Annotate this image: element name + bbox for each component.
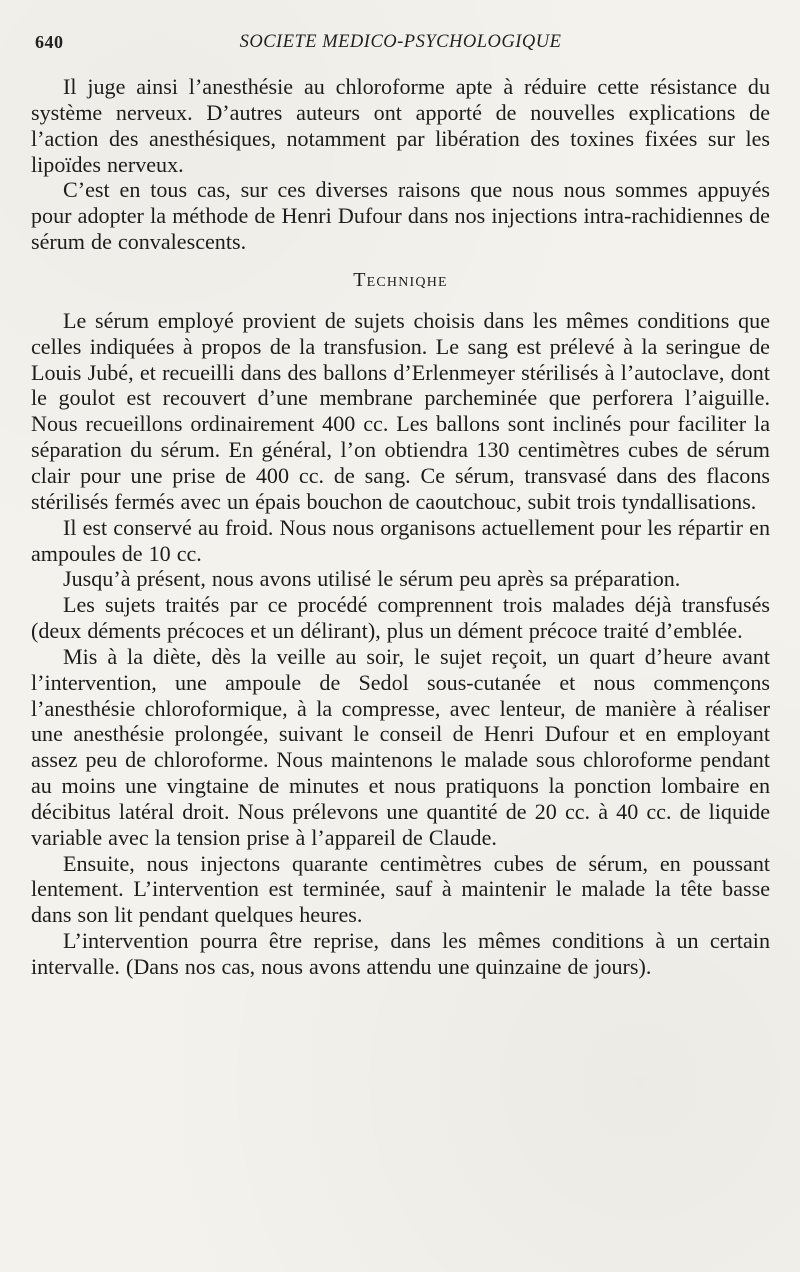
running-header: [31, 24, 770, 60]
body-text: [31, 74, 770, 980]
page-number: 640: [35, 32, 64, 52]
paragraph: Il est conservé au froid. Nous nous organisons actuellement pour les répartir en ampoules de 10 cc.: [31, 514, 770, 566]
paragraph: Il juge ainsi l’anesthésie au chloroforme apte à réduire cette résistance du système nerveux. D’autres auteurs ont apporté de nouvelles explications de l’action des anesthésiques, notamment par libération des toxines fixées sur les lipoïdes nerveux.: [31, 74, 770, 177]
paragraph: C’est en tous cas, sur ces diverses raisons que nous nous sommes appuyés pour adopter la méthode de Henri Dufour dans nos injections intra-rachidiennes de sérum de convalescents.: [31, 177, 770, 255]
paragraph: Ensuite, nous injectons quarante centimètres cubes de sérum, en poussant lentement. L’intervention est terminée, sauf à maintenir le malade la tête basse dans son lit pendant quelques heures.: [31, 850, 770, 928]
section-heading: Techniqhe: [353, 268, 448, 291]
paragraph: Mis à la diète, dès la veille au soir, le sujet reçoit, un quart d’heure avant l’intervention, une ampoule de Sedol sous-cutanée et nous commençons l’anesthésie chloroformique, à la compresse, avec lenteur, de manière à réaliser une anesthésie prolongée, suivant le conseil de Henri Dufour et en employant assez peu de chloroforme. Nous maintenons le malade sous chloroforme pendant au moins une vingtaine de minutes et nous pratiquons la ponction lombaire en décibitus latéral droit. Nous prélevons une quantité de 20 cc. à 40 cc. de liquide variable avec la tension prise à l’appareil de Claude.: [31, 643, 770, 850]
paragraph: L’intervention pourra être reprise, dans les mêmes conditions à un certain intervalle. (Dans nos cas, nous avons attendu une quinzaine de jours).: [31, 928, 770, 979]
paragraph: Le sérum employé provient de sujets choisis dans les mêmes conditions que celles indiquées à propos de la transfusion. Le sang est prélevé à la seringue de Louis Jubé, et recueilli dans des ballons d’Erlenmeyer stérilisés à l’autoclave, dont le goulot est recouvert d’une membrane parcheminée que perforera l’aiguille. Nous recueillons ordinairement 400 cc. Les ballons sont inclinés pour faciliter la séparation du sérum. En général, l’on obtiendra 130 centimètres cubes de sérum clair pour une prise de 400 cc. de sang. Ce sérum, transvasé dans des flacons stérilisés fermés avec un épais bouchon de caoutchouc, subit trois tyndallisations.: [31, 307, 770, 514]
paragraph: Jusqu’à présent, nous avons utilisé le sérum peu après sa préparation.: [63, 566, 681, 592]
page-header-title: SOCIETE MEDICO-PSYCHOLOGIQUE: [239, 32, 562, 52]
paragraph: Les sujets traités par ce procédé comprennent trois malades déjà transfusés (deux déments précoces et un délirant), plus un dément précoce traité d’emblée.: [31, 592, 770, 644]
